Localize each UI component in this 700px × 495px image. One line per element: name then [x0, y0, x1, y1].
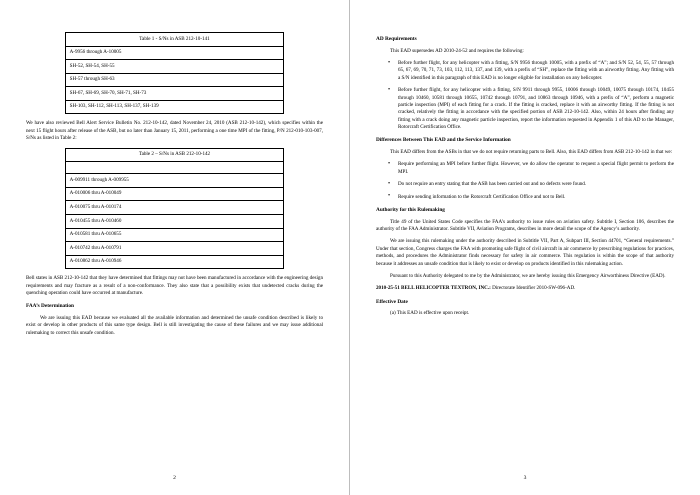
table-row	[65, 214, 284, 228]
table-row	[65, 242, 284, 256]
bullet-text: Require performing an MPI before further flight. However, we do allow the operator to request a special flight permit to perform the MPI.	[398, 161, 674, 175]
table-row	[65, 100, 284, 114]
bullet-item	[376, 194, 674, 201]
table-row	[65, 148, 284, 162]
bullet-item	[376, 87, 674, 131]
bullet-dot-icon: •	[388, 86, 391, 93]
page-number-left: 2	[173, 475, 176, 481]
table-1-cell-4: SH-103, SH-112, SH-113, SH-137, SH-139	[65, 100, 284, 114]
bullet-text: Before further flight, for any helicopter with a fitting, S/N 9911 through 9955, 10006 through 10049, 10075 through 10174, 10455 through 10460, 10581 through 10655, 10742 through 10791, and 10863 through 10946, with a prefix of “A”, perform a magnetic particle inspection (MPI) of each fitting for a crack. If the fitting is cracked, replace it with an airworthy fitting. If the fitting is not cracked, relatively the fitting in accordance with the specified portion of ASB 212-10-142. Also, within 24 hours after finding any fitting with a crack doing any magnetic particle inspection, report the information requested in Appendix 1 of this AD to the Manager, Rotorcraft Certification Office.	[398, 87, 674, 131]
table-2-title: Table 2 – S/Ns in ASB 212-10-142	[65, 148, 284, 162]
table-row	[65, 174, 284, 188]
bullet-item	[376, 181, 674, 188]
page-left-content	[26, 32, 323, 337]
page-right-content	[376, 36, 674, 318]
paragraph-after-table-2: Bell states in ASB 212-10-142 that they have determined that fittings may not have been manufactured in accordance with the engineering design requirements and may fracture as a result of a non-conformance. They also state that a possibility exists that undetected cracks during the quenching operation could have occurred at manufacture.	[26, 275, 323, 296]
table-2-cell-0: A-009911 through A-009955	[65, 174, 284, 188]
table-row	[65, 187, 284, 201]
table-1-cell-1: SH-52, SH-54, SH-55	[65, 60, 284, 74]
paragraph-differences-intro: This EAD differs from the ASBs in that we do not require returning parts to Bell. Also, this EAD differs from ASB 212-10-142 in that we:	[390, 149, 673, 156]
table-row	[65, 73, 284, 87]
ad-number-line	[376, 285, 674, 292]
page-right	[350, 0, 700, 495]
paragraph-authority-2: We are issuing this rulemaking under the authority described in Subtitle VII, Part A, Subpart III, Section 44701, “General requirements.” Under that section, Congress charges the FAA with promoting safe flight of civil aircraft in air commerce by prescribing regulations for practices, methods, and procedures the Administrator finds necessary for safety in air commerce. This regulation is within the scope of that authority because it addresses an unsafe condition that is likely to exist or develop on products identified in this rulemaking action.	[376, 238, 674, 267]
heading-ad-requirements: AD Requirements	[376, 36, 417, 42]
table-1-cell-3: SH-67, SH-69, SH-70, SH-71, SH-73	[65, 87, 284, 101]
table-2-cell-2: A-010075 thru A-010174	[65, 201, 284, 215]
bullet-item	[376, 161, 674, 176]
paragraph-authority-1: Title 49 of the United States Code specifies the FAA’s authority to issue rules on aviation safety. Subtitle I, Section 106, describes the authority of the FAA Administrator. Subtitle VII, Aviation Programs, describes in more detail the scope of the Agency’s authority.	[376, 218, 674, 233]
ad-number: 2010-25-51 BELL HELICOPTER TEXTRON, INC.:	[376, 285, 491, 292]
table-2-cell-6: A-010862 thru A-010946	[65, 255, 284, 269]
table-row	[65, 255, 284, 269]
paragraph-between-tables: We have also reviewed Bell Alert Service Bulletin No. 212-10-142, dated November 24, 2010 (ASB 212-10-142), which specifies within the next 15 flight hours after release of the ASB, but no later than January 15, 2011, performing a one time MPI of the fitting, P/N 212-010-103-007, S/Ns as listed in Table 2:	[26, 120, 323, 142]
bullet-item	[376, 60, 674, 82]
table-row	[65, 228, 284, 242]
table-1-wrapper	[26, 32, 323, 114]
table-row	[65, 162, 284, 174]
table-2	[65, 148, 285, 270]
table-row	[65, 46, 284, 60]
table-2-spacer-cell	[65, 162, 284, 174]
ad-number-rest: Directorate Identifier 2010-SW-096-AD.	[490, 285, 576, 292]
table-row	[65, 201, 284, 215]
heading-authority: Authority for this Rulemaking	[376, 206, 445, 213]
bullet-text: Require sending information to the Rotorcraft Certification Office and not to Bell.	[398, 193, 566, 200]
paragraph-authority-3: Pursuant to this Authority delegated to me by the Administrator, we are hereby issuing this Emergency Airworthiness Directive (EAD).	[390, 272, 666, 279]
table-2-cell-5: A-010742 thru A-010791	[65, 242, 284, 256]
table-1-title: Table 1 - S/Ns in ASB 212-10-141	[65, 33, 284, 47]
table-1	[65, 32, 285, 114]
table-1-cell-2: SH-57 through SH-63	[65, 73, 284, 87]
table-row	[65, 87, 284, 101]
heading-differences: Differences Between This EAD and the Service Information	[376, 137, 511, 144]
page-number-right: 3	[523, 475, 527, 481]
table-2-wrapper	[26, 148, 323, 270]
bullet-dot-icon: •	[388, 160, 391, 167]
bullet-dot-icon: •	[388, 180, 391, 187]
table-2-cell-1: A-010006 thru A-010049	[65, 187, 284, 201]
table-1-cell-0: A-9956 through A-10005	[65, 46, 284, 60]
table-row	[65, 33, 284, 47]
bullet-text: Before further flight, for any helicopter with a fitting, S/N 9956 through 10005, with a prefix of “A”; and S/N 52, 54, 55, 57 through 65, 67, 69, 70, 71, 73, 103, 112, 113, 137, and 139, with a prefix of “SH”, replace the fitting with an airworthy fitting. Any fitting with a S/N identified in this paragraph of this EAD is no longer eligible for installation on any helicopter.	[398, 60, 674, 81]
table-2-cell-4: A-010581 thru A-010655	[65, 228, 284, 242]
table-row	[65, 60, 284, 74]
paragraph-faa-determination: We are issuing this EAD because we evaluated all the available information and determined the unsafe condition described is likely to exist or develop in other products of this same type design. Bell is still investigating the cause of these failures and we may issue additional rulemaking to correct this unsafe condition.	[26, 314, 323, 336]
heading-effective-date: Effective Date	[376, 298, 408, 305]
bullet-dot-icon: •	[388, 59, 391, 66]
heading-faa-determination: FAA’s Determination	[26, 303, 75, 310]
paragraph-ead-intro: This EAD supersedes AD 2010-24-52 and requires the following:	[390, 47, 524, 54]
paragraph-effective-date: (a) This EAD is effective upon receipt.	[390, 310, 470, 317]
bullet-text: Do not require an entry stating that the ASB has been carried out and no defects were found.	[398, 181, 587, 188]
table-2-cell-3: A-010455 thru A-010460	[65, 214, 284, 228]
bullet-dot-icon: •	[388, 193, 391, 200]
